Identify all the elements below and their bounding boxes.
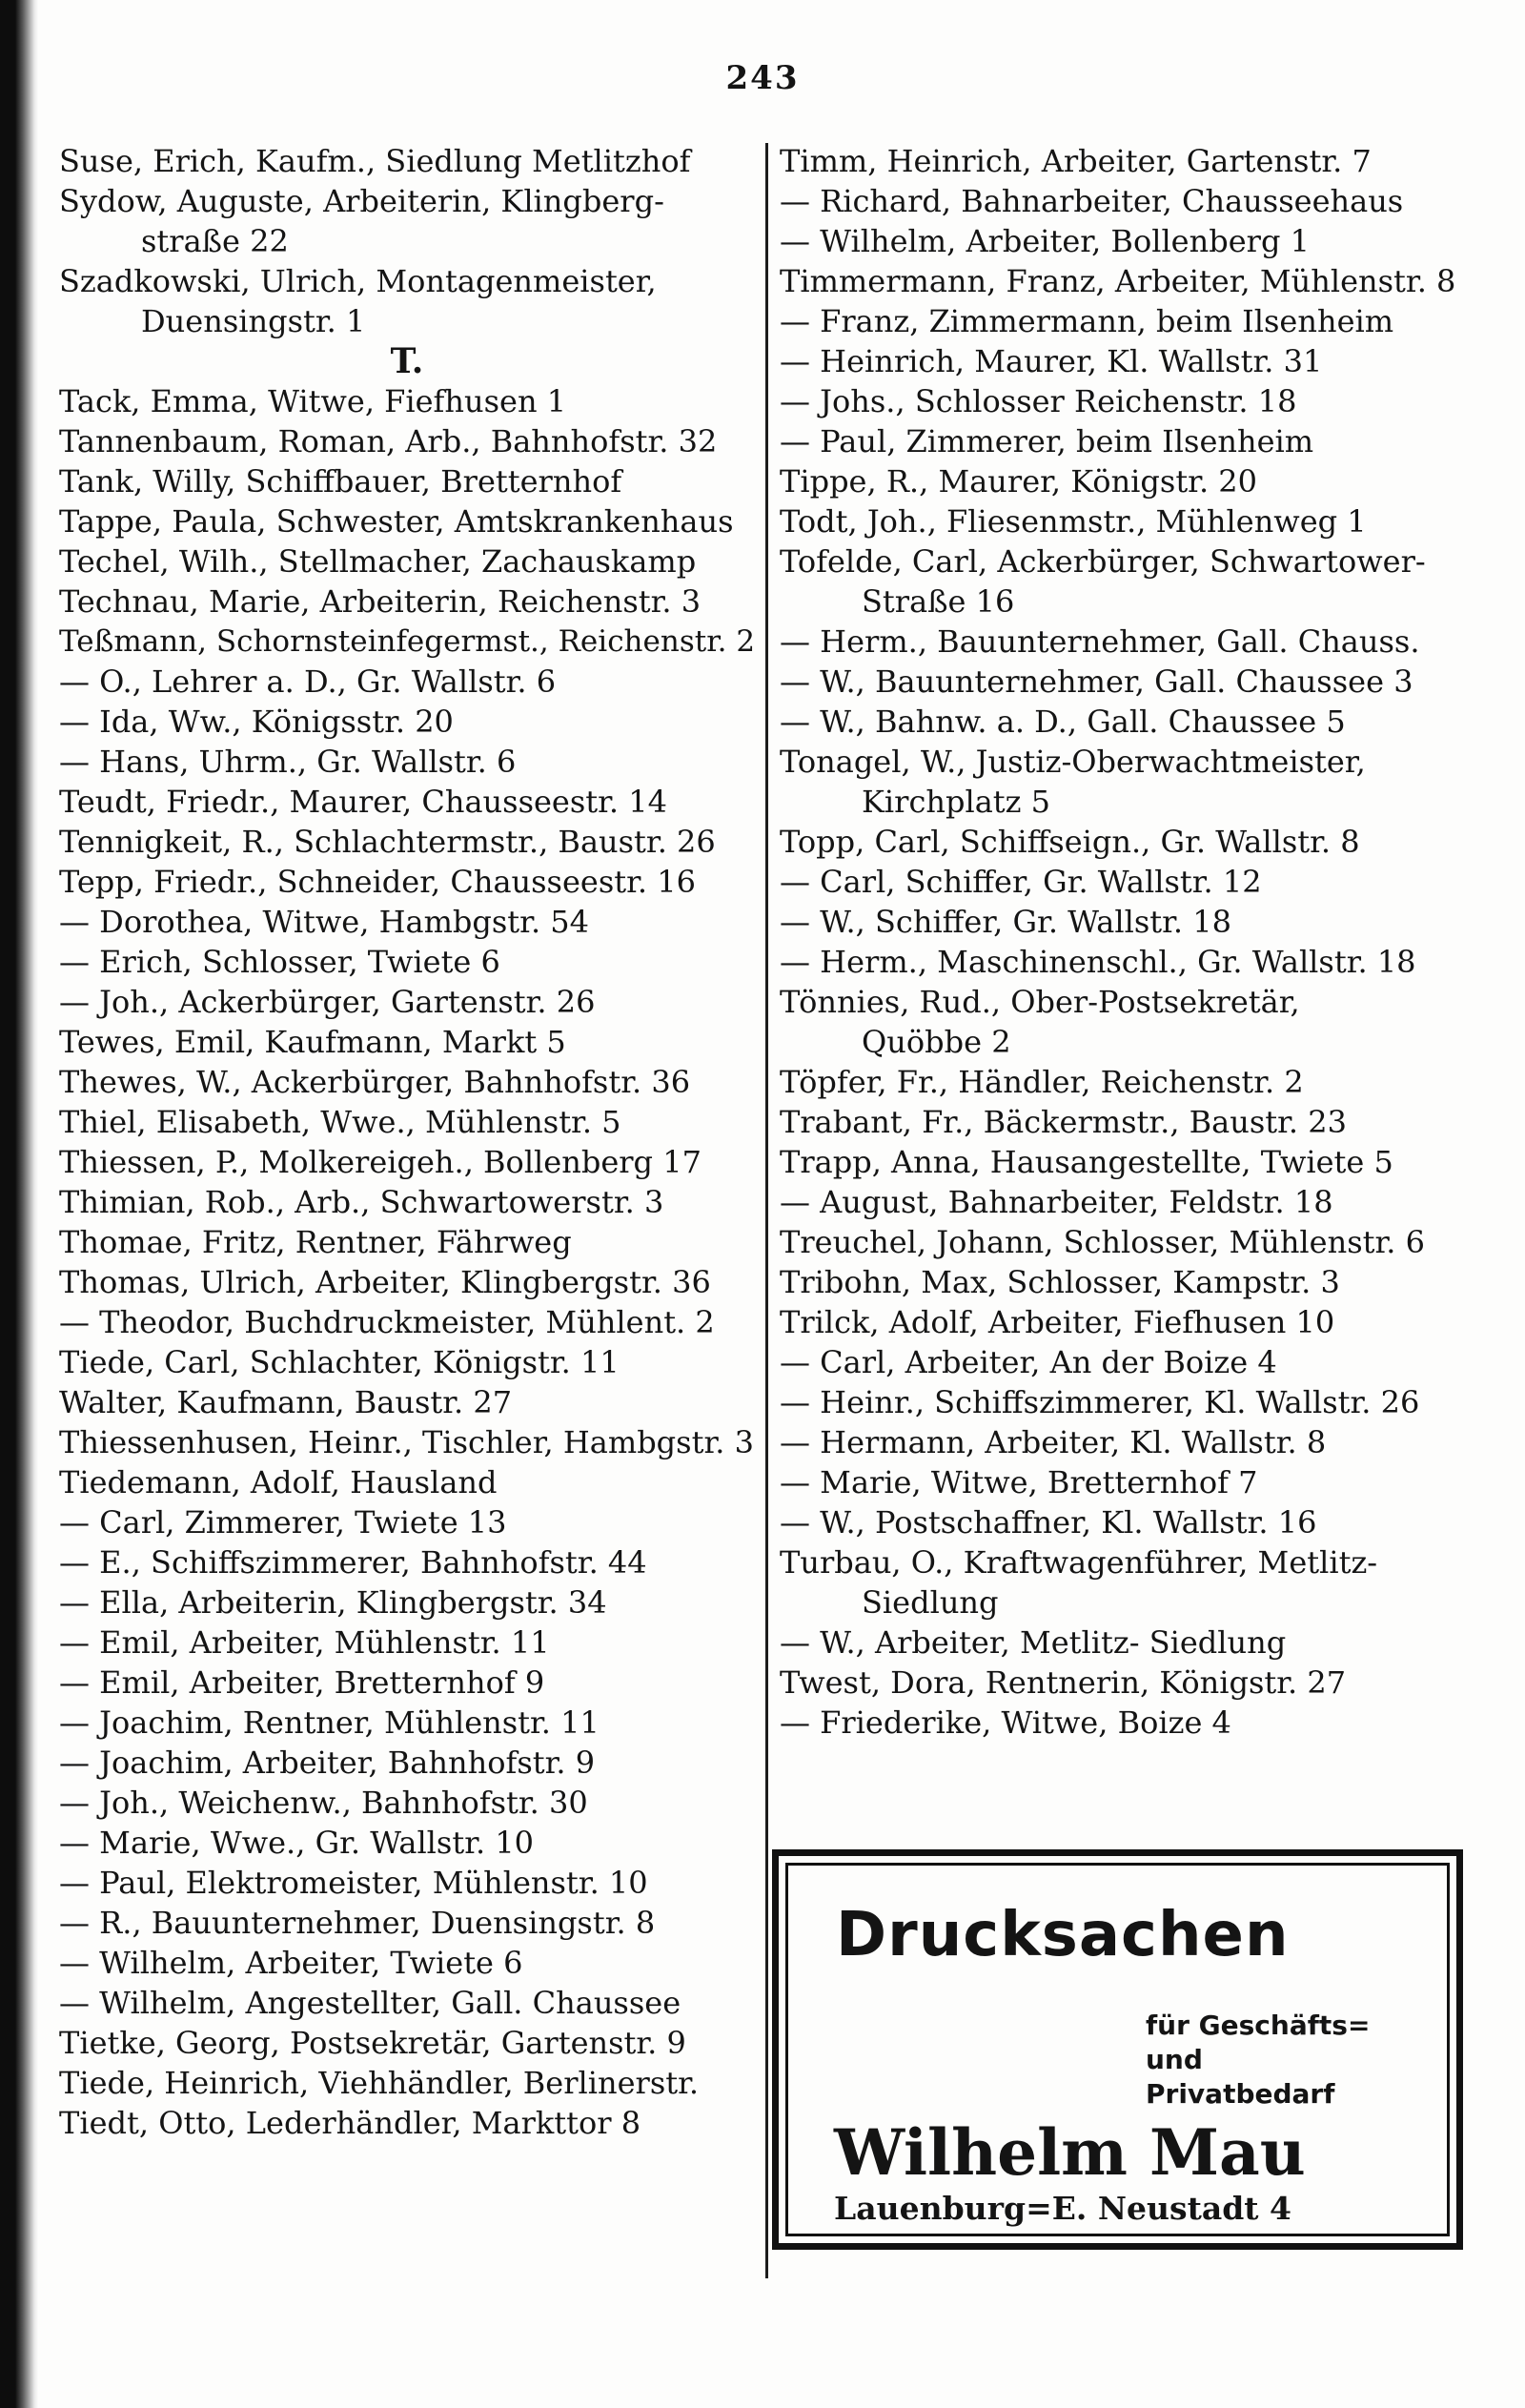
directory-entry: Tewes, Emil, Kaufmann, Markt 5	[59, 1024, 566, 1060]
right-column	[780, 141, 1485, 1743]
directory-entry: Sydow, Auguste, Arbeiterin, Klingberg-	[59, 183, 664, 219]
directory-entry: Topp, Carl, Schiffseign., Gr. Wallstr. 8	[780, 824, 1360, 860]
directory-entry: Tönnies, Rud., Ober-Postsekretär,	[780, 984, 1300, 1020]
directory-entry: Teudt, Friedr., Maurer, Chausseestr. 14	[59, 784, 667, 820]
directory-entry: — Joachim, Rentner, Mühlenstr. 11	[59, 1704, 600, 1741]
directory-entry: Tiedemann, Adolf, Hausland	[59, 1464, 498, 1500]
directory-entry: — W., Postschaffner, Kl. Wallstr. 16	[780, 1504, 1317, 1541]
page-number: 243	[725, 59, 800, 97]
directory-entry: — E., Schiffszimmerer, Bahnhofstr. 44	[59, 1544, 647, 1581]
directory-entry: Thiessen, P., Molkereigeh., Bollenberg 17	[59, 1144, 702, 1180]
directory-entry: Todt, Joh., Fliesenmstr., Mühlenweg 1	[780, 503, 1367, 540]
directory-entry: Quöbbe 2	[862, 1024, 1011, 1060]
directory-entry: — Carl, Schiffer, Gr. Wallstr. 12	[780, 864, 1262, 900]
directory-entry: — Wilhelm, Arbeiter, Twiete 6	[59, 1945, 523, 1981]
directory-entry: — Theodor, Buchdruckmeister, Mühlent. 2	[59, 1304, 715, 1340]
directory-entry: Thewes, W., Ackerbürger, Bahnhofstr. 36	[59, 1064, 691, 1100]
directory-entry: Techel, Wilh., Stellmacher, Zachauskamp	[59, 543, 697, 580]
directory-entry: — Ida, Ww., Königsstr. 20	[59, 704, 454, 740]
section-letter-heading: T.	[390, 341, 424, 381]
directory-entry: straße 22	[141, 223, 289, 259]
directory-entry: Tietke, Georg, Postsekretär, Gartenstr. 9	[59, 2025, 686, 2061]
directory-entry: Teßmann, Schornsteinfegermst., Reichenstr. 2	[59, 624, 755, 659]
directory-entry: Tannenbaum, Roman, Arb., Bahnhofstr. 32	[59, 423, 718, 459]
left-column	[59, 141, 755, 2143]
directory-entry: — Paul, Elektromeister, Mühlenstr. 10	[59, 1865, 648, 1901]
directory-entry: Thomae, Fritz, Rentner, Fährweg	[59, 1224, 572, 1260]
directory-entry: Thiel, Elisabeth, Wwe., Mühlenstr. 5	[59, 1104, 621, 1140]
directory-entry: Tonagel, W., Justiz-Oberwachtmeister,	[780, 744, 1366, 780]
directory-entry: Thomas, Ulrich, Arbeiter, Klingbergstr. 36	[59, 1264, 711, 1300]
directory-entry: Timmermann, Franz, Arbeiter, Mühlenstr. 8	[780, 263, 1456, 299]
directory-entry: Tank, Willy, Schiffbauer, Bretternhof	[59, 463, 622, 500]
directory-entry: Walter, Kaufmann, Baustr. 27	[59, 1384, 513, 1420]
directory-entry: Tribohn, Max, Schlosser, Kampstr. 3	[780, 1264, 1340, 1300]
directory-entry: Töpfer, Fr., Händler, Reichenstr. 2	[780, 1064, 1304, 1100]
directory-entry: — Hermann, Arbeiter, Kl. Wallstr. 8	[780, 1424, 1327, 1460]
directory-entry: — Wilhelm, Angestellter, Gall. Chaussee	[59, 1985, 681, 2021]
directory-entry: Tack, Emma, Witwe, Fiefhusen 1	[59, 383, 567, 419]
directory-entry: — Erich, Schlosser, Twiete 6	[59, 944, 500, 980]
ad-headline: Drucksachen	[836, 1900, 1290, 1970]
directory-entry: Tiede, Heinrich, Viehhändler, Berlinerstr.	[59, 2065, 700, 2101]
directory-entry: — Herm., Bauunternehmer, Gall. Chauss.	[780, 623, 1420, 660]
directory-entry: Tennigkeit, R., Schlachtermstr., Baustr. 26	[59, 824, 716, 860]
ad-company-name: Wilhelm Mau	[834, 2115, 1306, 2190]
directory-entry: Tappe, Paula, Schwester, Amtskrankenhaus	[59, 503, 734, 540]
directory-entry: Duensingstr. 1	[141, 303, 366, 339]
directory-entry: Trabant, Fr., Bäckermstr., Baustr. 23	[780, 1104, 1347, 1140]
directory-entry: Thimian, Rob., Arb., Schwartowerstr. 3	[59, 1184, 664, 1220]
directory-entry: Kirchplatz 5	[862, 784, 1051, 820]
directory-entry: — W., Bauunternehmer, Gall. Chaussee 3	[780, 663, 1413, 700]
advertisement-inner-frame	[785, 1863, 1450, 2236]
directory-entry: Straße 16	[862, 583, 1015, 620]
directory-entry: Thiessenhusen, Heinr., Tischler, Hambgstr. 3	[59, 1424, 754, 1460]
directory-entry: — Joh., Weichenw., Bahnhofstr. 30	[59, 1785, 588, 1821]
directory-entry: Twest, Dora, Rentnerin, Königstr. 27	[780, 1664, 1347, 1701]
page-binding-edge	[0, 0, 38, 2408]
directory-entry: — O., Lehrer a. D., Gr. Wallstr. 6	[59, 663, 557, 700]
directory-entry: Tiede, Carl, Schlachter, Königstr. 11	[59, 1344, 620, 1380]
directory-entry: — Marie, Wwe., Gr. Wallstr. 10	[59, 1825, 535, 1861]
directory-entry: — Richard, Bahnarbeiter, Chausseehaus	[780, 183, 1404, 219]
ad-subtext	[1146, 2009, 1370, 2112]
directory-entry: — Carl, Arbeiter, An der Boize 4	[780, 1344, 1277, 1380]
ad-subtext-line: für Geschäfts=	[1146, 2010, 1371, 2041]
ad-subtext-line: und	[1146, 2044, 1203, 2075]
directory-entry: Technau, Marie, Arbeiterin, Reichenstr. 3	[59, 583, 702, 620]
directory-entry: — Hans, Uhrm., Gr. Wallstr. 6	[59, 744, 517, 780]
directory-entry: — Wilhelm, Arbeiter, Bollenberg 1	[780, 223, 1310, 259]
directory-entry: — Herm., Maschinenschl., Gr. Wallstr. 18	[780, 944, 1416, 980]
directory-entry: — Emil, Arbeiter, Mühlenstr. 11	[59, 1624, 550, 1661]
advertisement-box	[772, 1849, 1463, 2250]
directory-entry: Tepp, Friedr., Schneider, Chausseestr. 16	[59, 864, 696, 900]
directory-entry: Tiedt, Otto, Lederhändler, Markttor 8	[59, 2105, 641, 2141]
directory-entry: Siedlung	[862, 1584, 999, 1621]
directory-entry: — Emil, Arbeiter, Bretternhof 9	[59, 1664, 545, 1701]
column-divider	[765, 143, 768, 2278]
directory-entry: — Joachim, Arbeiter, Bahnhofstr. 9	[59, 1745, 596, 1781]
directory-entry: — W., Schiffer, Gr. Wallstr. 18	[780, 904, 1231, 940]
ad-address: Lauenburg=E. Neustadt 4	[834, 2190, 1291, 2227]
directory-entry: Tofelde, Carl, Ackerbürger, Schwartower-	[780, 543, 1426, 580]
directory-entry: Szadkowski, Ulrich, Montagenmeister,	[59, 263, 657, 299]
directory-entry: — Paul, Zimmerer, beim Ilsenheim	[780, 423, 1314, 459]
directory-entry: — Ella, Arbeiterin, Klingbergstr. 34	[59, 1584, 607, 1621]
ad-subtext-line: Privatbedarf	[1146, 2078, 1335, 2110]
directory-entry: Treuchel, Johann, Schlosser, Mühlenstr. 6	[780, 1224, 1425, 1260]
directory-entry: — R., Bauunternehmer, Duensingstr. 8	[59, 1905, 656, 1941]
directory-entry: — W., Arbeiter, Metlitz- Siedlung	[780, 1624, 1287, 1661]
directory-entry: — Franz, Zimmermann, beim Ilsenheim	[780, 303, 1394, 339]
directory-entry: — Heinrich, Maurer, Kl. Wallstr. 31	[780, 343, 1323, 379]
directory-entry: Timm, Heinrich, Arbeiter, Gartenstr. 7	[780, 143, 1372, 179]
directory-entry: Suse, Erich, Kaufm., Siedlung Metlitzhof	[59, 143, 691, 179]
directory-entry: — Marie, Witwe, Bretternhof 7	[780, 1464, 1258, 1500]
directory-entry: — Friederike, Witwe, Boize 4	[780, 1704, 1231, 1741]
directory-entry: — Carl, Zimmerer, Twiete 13	[59, 1504, 507, 1541]
directory-entry: — Heinr., Schiffszimmerer, Kl. Wallstr. 26	[780, 1384, 1420, 1420]
directory-entry: — Johs., Schlosser Reichenstr. 18	[780, 383, 1297, 419]
directory-entry: Trilck, Adolf, Arbeiter, Fiefhusen 10	[780, 1304, 1335, 1340]
directory-entry: — W., Bahnw. a. D., Gall. Chaussee 5	[780, 704, 1346, 740]
directory-entry: Trapp, Anna, Hausangestellte, Twiete 5	[780, 1144, 1393, 1180]
directory-entry: — Joh., Ackerbürger, Gartenstr. 26	[59, 984, 596, 1020]
directory-entry: — August, Bahnarbeiter, Feldstr. 18	[780, 1184, 1333, 1220]
directory-entry: Turbau, O., Kraftwagenführer, Metlitz-	[780, 1544, 1378, 1581]
directory-entry: — Dorothea, Witwe, Hambgstr. 54	[59, 904, 589, 940]
directory-entry: Tippe, R., Maurer, Königstr. 20	[780, 463, 1258, 500]
